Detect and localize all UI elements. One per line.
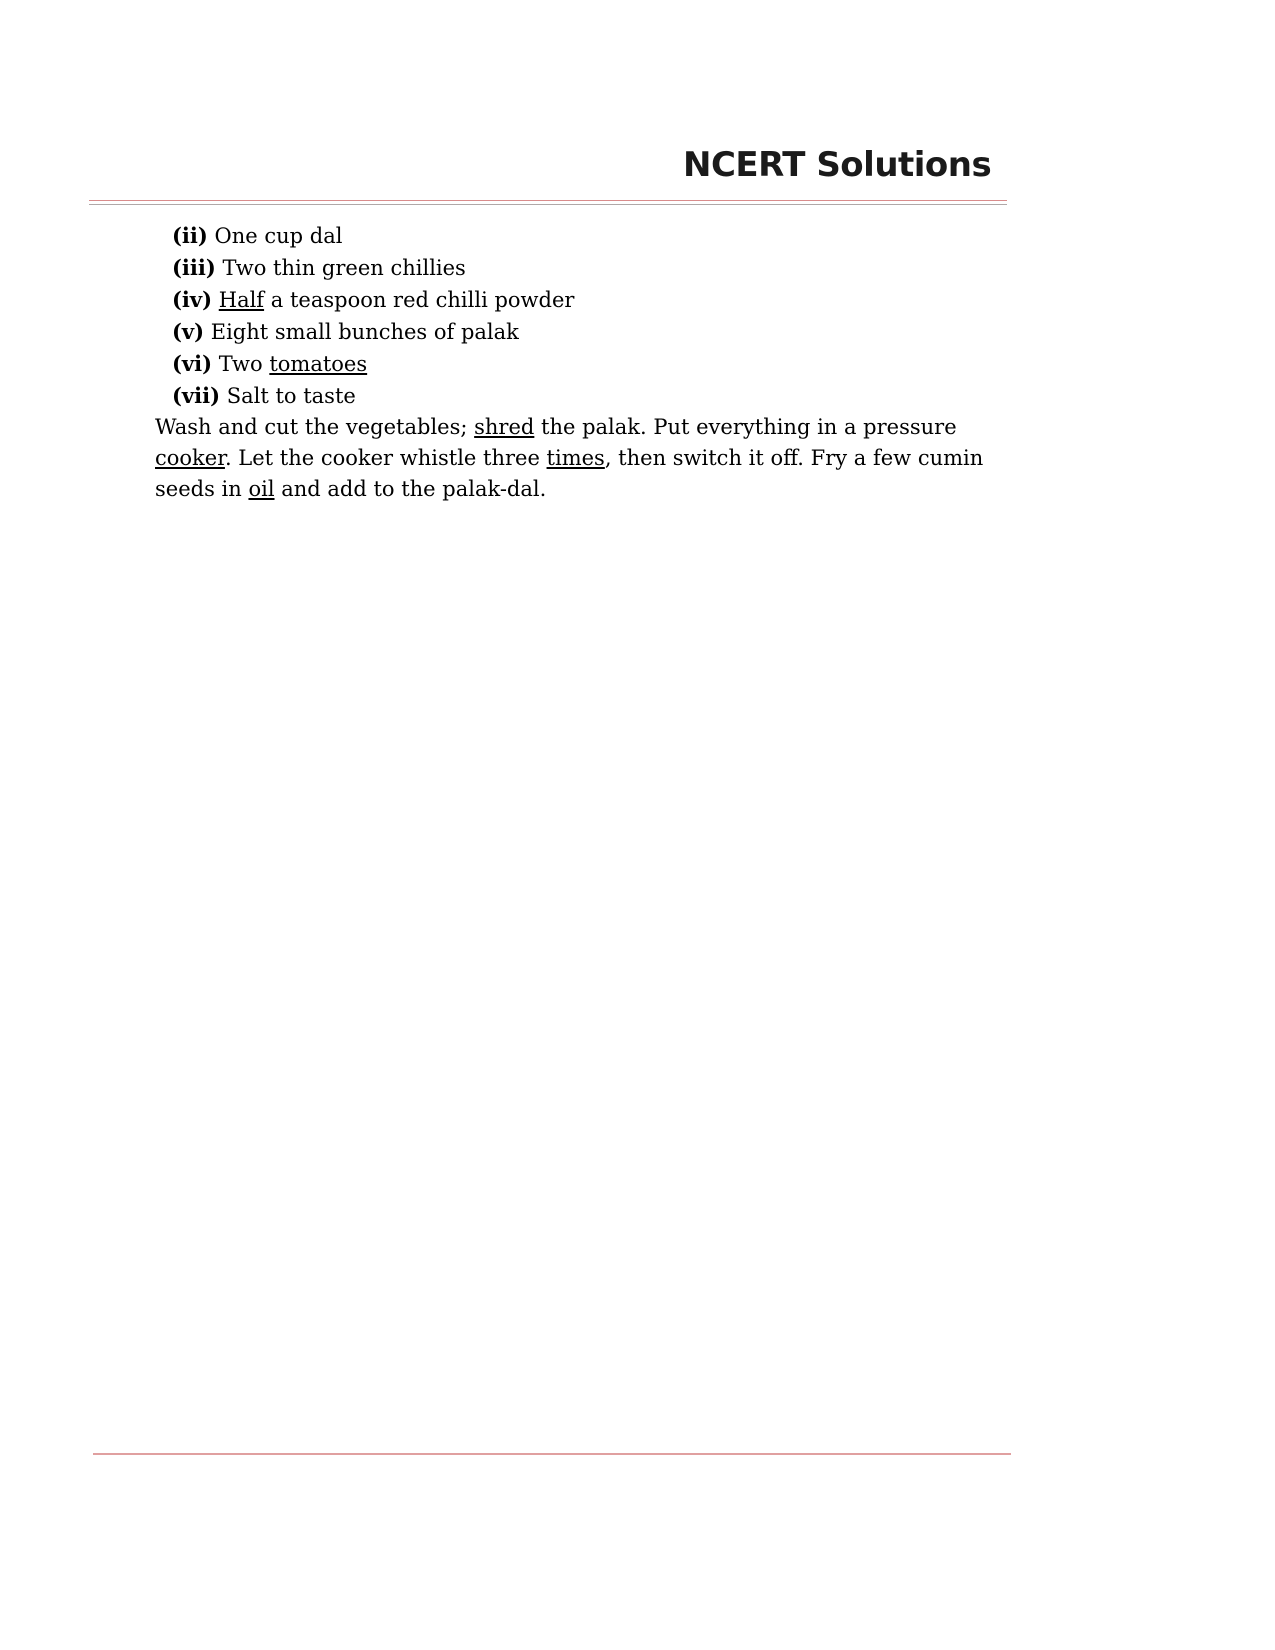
ingredient-number: (v): [172, 319, 205, 344]
ingredient-text: Salt to taste: [226, 384, 356, 408]
footer-rule: [93, 1453, 1011, 1455]
ingredient-text: One cup dal: [214, 224, 343, 248]
method-underlined-word: shred: [474, 415, 535, 439]
ingredient-item: [155, 380, 1035, 412]
header-rule-red: [89, 200, 1007, 201]
method-underlined-word: oil: [248, 477, 275, 501]
ingredient-underlined-word: tomatoes: [269, 352, 368, 376]
ingredient-number: (iv): [172, 287, 213, 312]
header-rule-grey: [89, 204, 1007, 205]
method-underlined-word: times: [546, 446, 605, 470]
ingredient-text: Eight small bunches of palak: [210, 320, 519, 344]
header-title: NCERT Solutions: [683, 145, 992, 185]
method-text: Wash and cut the vegetables;: [155, 415, 475, 439]
ingredient-number: (vii): [172, 383, 221, 408]
ingredient-number: (vi): [172, 351, 213, 376]
method-underlined-word: cooker: [155, 446, 225, 470]
ingredient-text: a teaspoon red chilli powder: [270, 288, 575, 312]
method-text: and add to the palak-dal.: [274, 477, 547, 501]
method-text: the palak. Put everything in a pressure: [534, 415, 957, 439]
ingredient-item: [155, 252, 1035, 284]
ingredient-item: [155, 316, 1035, 348]
ingredient-item: [155, 348, 1035, 380]
ingredient-underlined-word: Half: [218, 288, 265, 312]
ingredient-text: Two: [218, 352, 263, 376]
method-text: , then switch it off. Fry a few cumin seeds in: [155, 446, 984, 501]
ingredient-item: [155, 220, 1035, 252]
ingredient-item: [155, 284, 1035, 316]
method-text: . Let the cooker whistle three: [224, 446, 547, 470]
ingredient-number: (ii): [172, 223, 208, 248]
ingredient-text: Two thin green chillies: [222, 256, 466, 280]
method-paragraph: [155, 412, 1035, 505]
ingredient-number: (iii): [172, 255, 216, 280]
page-content: [155, 220, 1035, 505]
